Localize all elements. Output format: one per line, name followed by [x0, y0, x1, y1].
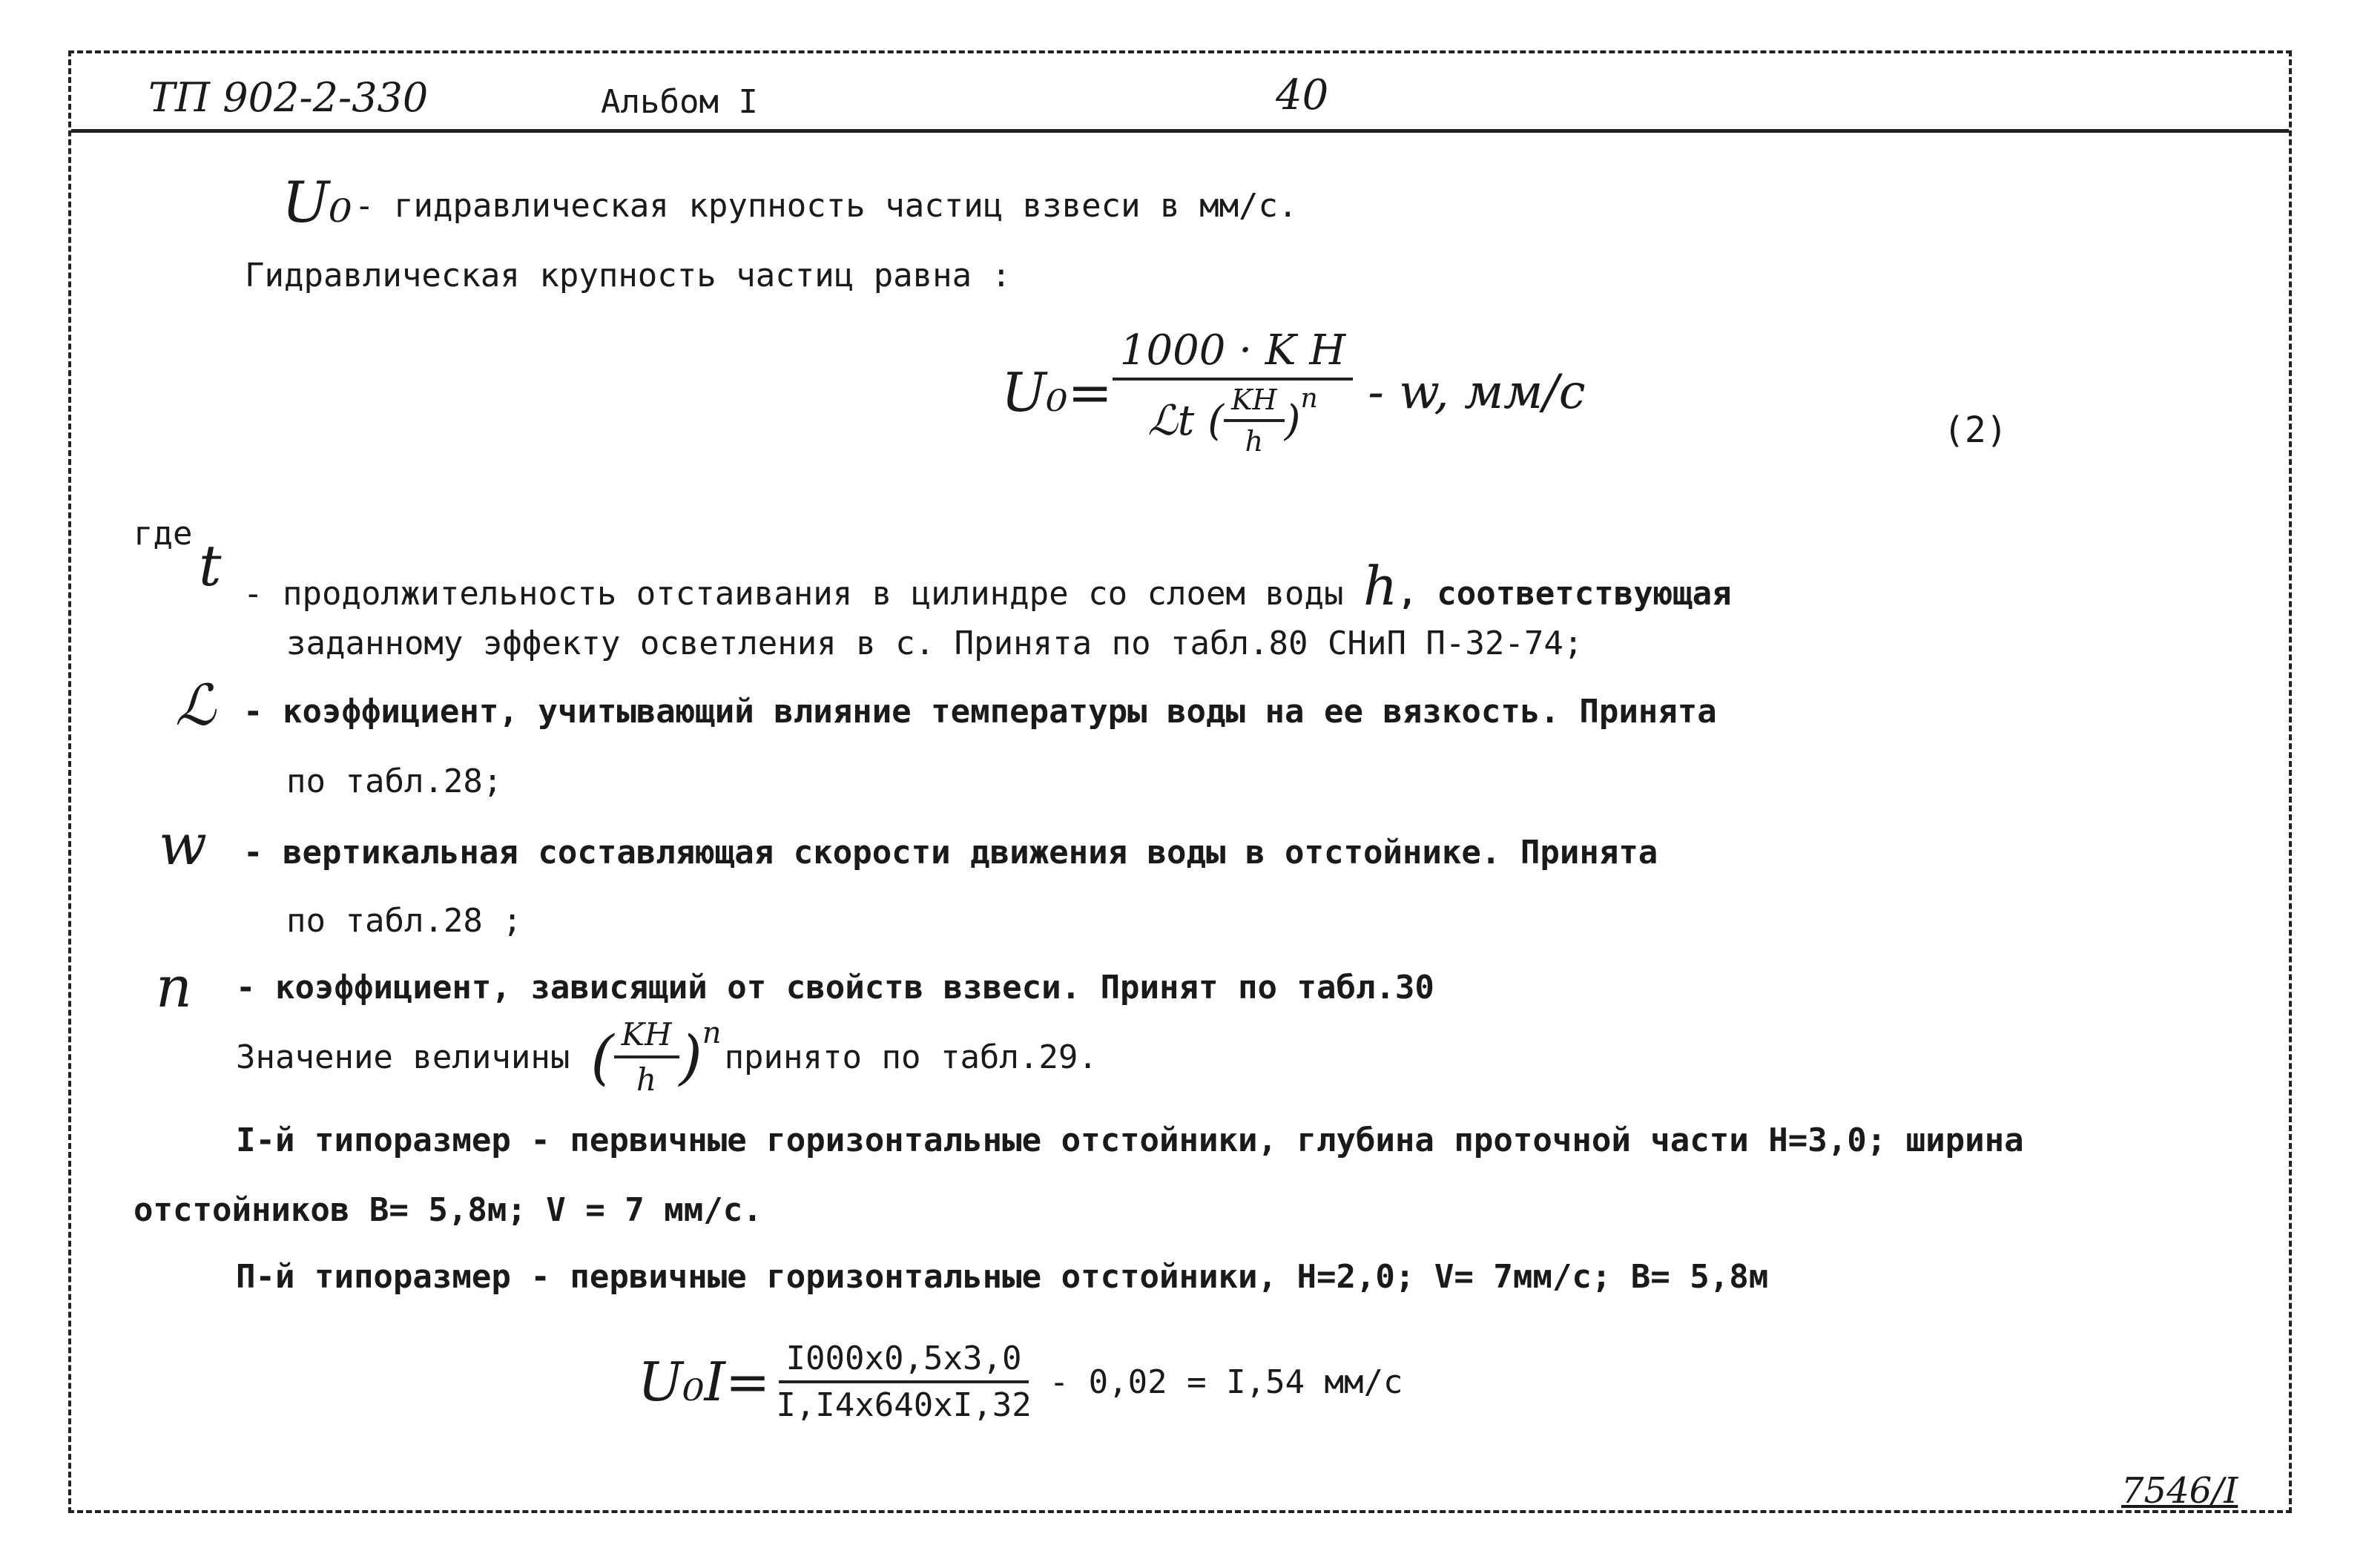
def-w-line1: - вертикальная составляющая скорости движения воды в отстойнике. Принята: [243, 834, 1658, 872]
formula-2-denominator: ℒt: [1147, 396, 1195, 445]
symbol-t: t: [199, 533, 222, 599]
symbol-w: w: [159, 811, 208, 877]
formula-3-tail: - 0,02 = I,54 мм/с: [1049, 1363, 1403, 1401]
formula-2-numerator: 1000 · K H: [1113, 326, 1353, 381]
header-divider: [71, 129, 2289, 133]
def-t-line2: заданному эффекту осветления в с. Принята по табл.80 СНиП П-32-74;: [286, 625, 1584, 662]
album-label: Альбом I: [601, 83, 758, 121]
formula-3: [638, 1340, 1403, 1424]
typesize-1-line1: I-й типоразмер - первичные горизонтальные отстойники, глубина проточной части Н=3,0; ширина: [236, 1121, 2024, 1159]
formula-2-inner-den: h: [1245, 425, 1264, 458]
formula-3-numerator: I000x0,5x3,0: [779, 1340, 1029, 1383]
formula-3-denominator: I,I4x640xI,32: [776, 1386, 1032, 1424]
def-t-line1: - продолжительность отстаивания в цилиндре со слоем воды h, соответствующая: [243, 555, 1732, 617]
u0-symbol: U₀: [282, 169, 352, 235]
document-code: ТП 902-2-330: [148, 74, 429, 121]
sheet-code: 7546/I: [2121, 1470, 2238, 1512]
page-number: 40: [1276, 71, 1329, 119]
where-label: где: [134, 515, 193, 553]
symbol-alpha: ℒ: [175, 672, 216, 738]
def-alpha-line2: по табл.28;: [286, 762, 503, 800]
formula-2-tail: - w, мм/с: [1368, 364, 1586, 420]
symbol-n: n: [156, 954, 192, 1020]
u0-definition: - гидравлическая крупность частиц взвеси в мм/с.: [355, 187, 1298, 225]
value-exp: n: [702, 1016, 722, 1050]
def-alpha-line1: - коэффициент, учитывающий влияние температуры воды на ее вязкость. Принята: [243, 693, 1717, 731]
typesize-1-line2: отстойников В= 5,8м; V = 7 мм/с.: [134, 1191, 762, 1229]
formula-2-number: (2): [1943, 409, 2008, 451]
value-frac-den: h: [636, 1061, 657, 1098]
value-line: Значение величины ( $\frac{KH}{h}$ ) n принято по табл.29.: [236, 1016, 1098, 1098]
def-w-line2: по табл.28 ;: [286, 902, 522, 940]
formula-2-exponent: n: [1300, 383, 1318, 414]
value-frac-num: KH: [614, 1016, 679, 1058]
formula-2-inner-num: KH: [1224, 383, 1285, 422]
formula-3-lhs: U₀I=: [638, 1351, 771, 1413]
typesize-2-line1: П-й типоразмер - первичные горизонтальные отстойники, Н=2,0; V= 7мм/с; В= 5,8м: [236, 1258, 1769, 1296]
def-n-line1: - коэффициент, зависящий от свойств взвеси. Принят по табл.30: [236, 969, 1434, 1007]
formula-2-lhs: U₀=: [1001, 360, 1113, 424]
formula-2: U₀= 1000 · K H ℒt ( $\frac{KH}{h}$ ) $^n$ - w, мм/с: [1001, 326, 1586, 458]
symbol-h-inline: h: [1362, 555, 1398, 617]
equals-line: Гидравлическая крупность частиц равна :: [245, 257, 1012, 294]
